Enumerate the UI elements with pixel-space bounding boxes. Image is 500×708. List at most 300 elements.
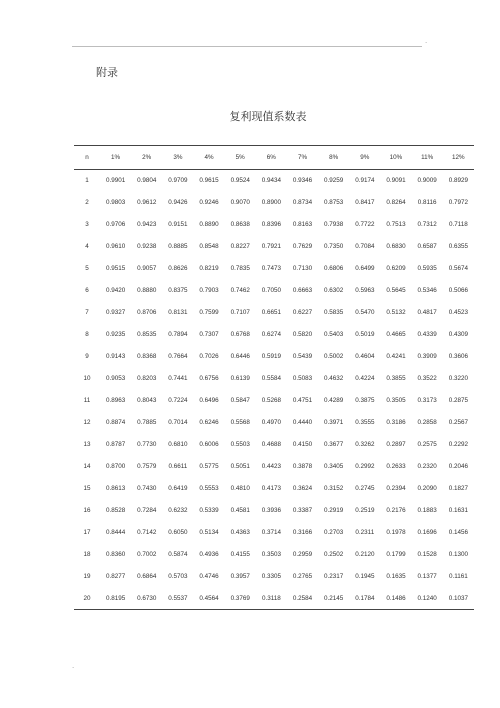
table-row [74,412,474,434]
factor-cell: 0.2858 [417,419,437,426]
factor-cell: 0.4289 [324,397,344,404]
factor-cell: 0.8613 [105,485,126,492]
factor-cell: 0.5403 [324,331,344,338]
period-cell: 12 [83,419,91,426]
factor-cell: 0.8787 [105,441,126,448]
factor-cell: 0.2519 [355,507,375,514]
footer-mark: . [72,662,75,670]
factor-cell: 0.3855 [386,375,406,382]
column-header-rate: 3% [173,154,183,161]
factor-cell: 0.7629 [292,243,313,250]
factor-cell: 0.5775 [199,463,219,470]
period-cell: 4 [85,243,89,250]
factor-cell: 0.3166 [292,529,313,536]
period-cell: 3 [85,221,89,228]
factor-cell: 0.3522 [417,375,437,382]
factor-cell: 0.7107 [230,309,250,316]
factor-cell: 0.8706 [137,309,157,316]
table-row [74,522,474,544]
factor-cell: 0.6006 [199,441,219,448]
column-header-rate: 1% [111,154,121,161]
factor-cell: 0.1161 [448,573,468,580]
factor-cell: 0.5339 [199,507,219,514]
factor-cell: 0.5470 [355,309,375,316]
period-cell: 15 [83,485,91,492]
factor-cell: 0.3220 [448,375,468,382]
factor-cell: 0.6663 [292,287,313,294]
factor-cell: 0.7142 [137,529,157,536]
factor-cell: 0.7002 [137,551,157,558]
factor-cell: 0.3305 [261,573,281,580]
factor-cell: 0.5935 [417,265,437,272]
factor-cell: 0.3505 [386,397,406,404]
section-label: 附录 [96,66,118,79]
factor-cell: 0.3714 [261,529,281,536]
factor-cell: 0.6830 [386,243,406,250]
table-row [74,324,474,346]
factor-cell: 0.6611 [168,463,188,470]
table-row [74,478,474,500]
factor-cell: 0.5703 [168,573,188,580]
column-header-rate: 6% [266,154,276,161]
table-row [74,170,474,192]
table-title: 复利现值系数表 [229,110,307,123]
factor-cell: 0.4817 [417,309,437,316]
factor-cell: 0.9174 [355,177,375,185]
factor-cell: 0.9143 [105,353,126,360]
column-header-rate: 12% [452,154,465,161]
factor-cell: 0.9151 [168,221,188,228]
factor-cell: 0.5002 [324,353,344,360]
factor-cell: 0.2703 [324,529,344,536]
factor-cell: 0.6730 [137,594,157,602]
factor-cell: 0.5963 [355,287,375,294]
period-cell: 6 [85,287,89,294]
factor-cell: 0.4440 [292,419,313,426]
table-body [74,170,474,610]
column-header-rate: 9% [360,154,370,161]
period-cell: 10 [83,375,91,382]
factor-cell: 0.4746 [199,573,219,580]
factor-cell: 0.2502 [324,551,344,558]
factor-cell: 0.1978 [386,529,406,536]
factor-cell: 0.4155 [230,551,250,558]
factor-cell: 0.7118 [448,221,468,228]
factor-cell: 0.8043 [137,397,157,404]
factor-cell: 0.7972 [448,199,468,206]
column-header-rate: 5% [235,154,245,161]
factor-cell: 0.9053 [105,375,126,382]
factor-cell: 0.9057 [137,265,157,272]
table-row [74,544,474,566]
factor-cell: 0.2919 [324,507,344,514]
factor-cell: 0.4751 [292,397,313,404]
factor-cell: 0.2992 [355,463,375,470]
factor-cell: 0.6651 [261,309,281,316]
factor-cell: 0.8396 [261,221,281,228]
factor-cell: 0.5066 [448,287,468,294]
factor-cell: 0.2959 [292,551,313,558]
factor-cell: 0.7921 [261,243,281,250]
factor-cell: 0.3503 [261,551,281,558]
factor-cell: 0.8885 [168,243,188,250]
factor-cell: 0.7938 [324,221,344,228]
factor-cell: 0.4936 [199,551,219,558]
factor-cell: 0.7084 [355,243,375,250]
factor-cell: 0.6587 [417,243,437,250]
period-cell: 19 [83,573,91,580]
factor-cell: 0.8375 [168,287,188,294]
factor-cell: 0.3624 [292,485,313,492]
factor-cell: 0.8638 [230,221,250,228]
factor-cell: 0.9434 [261,177,281,185]
factor-cell: 0.7050 [261,287,281,294]
table-header-row [74,146,474,170]
factor-cell: 0.5132 [386,309,406,316]
column-header-rate: 4% [204,154,214,161]
factor-cell: 0.6419 [168,485,188,492]
header-rule [72,46,422,47]
factor-cell: 0.8368 [137,353,157,360]
period-cell: 11 [83,397,91,404]
factor-cell: 0.4564 [199,594,219,602]
factor-cell: 0.8360 [105,551,126,558]
period-cell: 5 [85,265,89,272]
factor-cell: 0.8548 [199,243,219,250]
header-mark: . [425,37,428,45]
factor-cell: 0.7513 [386,221,406,228]
table-row [74,236,474,258]
factor-cell: 0.7014 [168,419,188,426]
factor-cell: 0.9238 [137,243,157,250]
factor-cell: 0.5503 [230,441,250,448]
factor-cell: 0.8929 [448,177,468,185]
factor-cell: 0.5674 [448,265,468,272]
table-row [74,280,474,302]
factor-cell: 0.7307 [199,331,219,338]
factor-cell: 0.3971 [324,419,344,426]
factor-cell: 0.6810 [168,441,188,448]
factor-cell: 0.6756 [199,375,219,382]
factor-cell: 0.2292 [448,441,468,448]
factor-cell: 0.5568 [230,419,250,426]
factor-cell: 0.7462 [230,287,250,294]
factor-cell: 0.6768 [230,331,250,338]
factor-cell: 0.6864 [137,573,157,580]
factor-cell: 0.2046 [448,463,468,470]
factor-cell: 0.5019 [355,331,375,338]
column-header-rate: 2% [142,154,152,161]
factor-cell: 0.8963 [105,397,126,404]
factor-cell: 0.8880 [137,287,157,294]
factor-cell: 0.3957 [230,573,250,580]
factor-cell: 0.8195 [105,594,126,602]
factor-cell: 0.9091 [386,177,406,185]
table-row [74,368,474,390]
factor-cell: 0.5051 [230,463,250,470]
factor-cell: 0.9515 [105,265,126,272]
factor-cell: 0.3878 [292,463,313,470]
factor-cell: 0.4241 [386,353,406,360]
column-header-rate: 10% [389,154,403,161]
factor-cell: 0.7430 [137,485,157,492]
factor-cell: 0.3875 [355,397,375,404]
factor-cell: 0.5645 [386,287,406,294]
factor-cell: 0.3118 [261,594,281,602]
factor-cell: 0.8700 [105,463,126,470]
column-header-rate: 11% [421,154,434,161]
factor-cell: 0.3936 [261,507,281,514]
factor-cell: 0.9803 [105,199,126,206]
factor-cell: 0.8626 [168,265,188,272]
factor-cell: 0.8131 [168,309,188,316]
table-row [74,500,474,522]
column-header-rate: 7% [297,154,308,161]
factor-cell: 0.9426 [168,199,188,206]
factor-cell: 0.4665 [386,331,406,338]
factor-cell: 0.2320 [417,463,437,470]
factor-cell: 0.9070 [230,199,250,206]
factor-cell: 0.7026 [199,353,219,360]
factor-cell: 0.4688 [261,441,281,448]
factor-cell: 0.9009 [417,177,437,185]
period-cell: 9 [85,353,89,360]
factor-cell: 0.4363 [230,529,250,536]
factor-cell: 0.5134 [199,529,219,536]
factor-cell: 0.6274 [261,331,281,338]
factor-cell: 0.3769 [230,594,250,602]
factor-cell: 0.8227 [230,243,250,250]
factor-cell: 0.2311 [355,529,375,536]
factor-cell: 0.1300 [448,551,468,558]
factor-cell: 0.2633 [386,463,406,470]
period-cell: 7 [85,309,89,316]
factor-cell: 0.4970 [261,419,281,426]
factor-cell: 0.2120 [355,551,375,558]
factor-cell: 0.1456 [448,529,468,536]
factor-cell: 0.5584 [261,375,281,382]
factor-cell: 0.1037 [448,594,468,602]
factor-cell: 0.9420 [105,287,126,294]
factor-cell: 0.8444 [105,529,126,536]
factor-cell: 0.7730 [137,441,157,448]
factor-cell: 0.6232 [168,507,188,514]
factor-cell: 0.8277 [105,573,126,580]
factor-cell: 0.4632 [324,375,344,382]
factor-cell: 0.1784 [355,594,375,602]
factor-cell: 0.3173 [417,397,437,404]
factor-cell: 0.2745 [355,485,375,492]
factor-cell: 0.6499 [355,265,375,272]
factor-cell: 0.4423 [261,463,281,470]
factor-cell: 0.5874 [168,551,188,558]
factor-cell: 0.9615 [199,177,219,185]
factor-cell: 0.5083 [292,375,313,382]
factor-cell: 0.7903 [199,287,219,294]
period-cell: 18 [83,551,91,558]
factor-cell: 0.5439 [292,353,313,360]
factor-cell: 0.5847 [230,397,250,404]
factor-cell: 0.3262 [355,441,375,448]
factor-cell: 0.4224 [355,375,375,382]
factor-cell: 0.4339 [417,331,437,338]
factor-cell: 0.6139 [230,375,250,382]
factor-cell: 0.1945 [355,573,375,580]
factor-cell: 0.9709 [168,177,188,185]
table-row [74,258,474,280]
factor-cell: 0.7284 [137,507,157,514]
factor-cell: 0.8219 [199,265,219,272]
factor-cell: 0.2875 [448,397,468,404]
factor-cell: 0.7130 [292,265,313,272]
factor-cell: 0.7473 [261,265,281,272]
factor-cell: 0.8535 [137,331,157,338]
factor-cell: 0.2567 [448,419,468,426]
factor-cell: 0.7224 [168,397,188,404]
factor-cell: 0.1799 [386,551,406,558]
factor-cell: 0.1528 [417,551,437,558]
factor-cell: 0.6050 [168,529,188,536]
column-header-rate: 8% [329,154,339,161]
factor-cell: 0.6355 [448,243,468,250]
factor-cell: 0.1635 [386,573,406,580]
factor-cell: 0.7312 [417,221,437,228]
table-row [74,346,474,368]
factor-cell: 0.1486 [386,594,406,602]
table-container [74,145,474,610]
factor-cell: 0.8417 [355,199,375,206]
factor-cell: 0.9804 [137,177,157,185]
factor-cell: 0.2145 [324,594,344,602]
factor-cell: 0.9610 [105,243,126,250]
factor-cell: 0.1696 [417,529,437,536]
factor-cell: 0.7722 [355,221,375,228]
factor-cell: 0.2765 [292,573,313,580]
period-cell: 20 [83,594,91,602]
factor-cell: 0.9423 [137,221,157,228]
table-row [74,434,474,456]
factor-cell: 0.5835 [324,309,344,316]
period-cell: 13 [83,441,91,448]
factor-cell: 0.2317 [324,573,344,580]
period-cell: 1 [85,177,89,185]
factor-cell: 0.2575 [417,441,437,448]
factor-cell: 0.3387 [292,507,313,514]
factor-cell: 0.3909 [417,353,437,360]
factor-cell: 0.8264 [386,199,406,206]
factor-cell: 0.4604 [355,353,375,360]
period-cell: 16 [83,507,91,514]
factor-cell: 0.4150 [292,441,313,448]
factor-cell: 0.7835 [230,265,250,272]
factor-cell: 0.2394 [386,485,406,492]
factor-cell: 0.6806 [324,265,344,272]
factor-cell: 0.9612 [137,199,157,206]
factor-cell: 0.2897 [386,441,406,448]
factor-cell: 0.5346 [417,287,437,294]
factor-cell: 0.9346 [292,177,313,185]
factor-cell: 0.9327 [105,309,126,316]
table-row [74,302,474,324]
factor-cell: 0.4581 [230,507,250,514]
factor-cell: 0.2584 [292,594,313,602]
factor-cell: 0.8163 [292,221,313,228]
factor-cell: 0.9901 [105,177,126,185]
factor-cell: 0.9706 [105,221,126,228]
factor-cell: 0.3555 [355,419,375,426]
table-row [74,390,474,412]
period-cell: 17 [83,529,91,536]
factor-cell: 0.6496 [199,397,219,404]
factor-cell: 0.3677 [324,441,344,448]
factor-cell: 0.1631 [448,507,468,514]
period-cell: 14 [83,463,91,470]
factor-cell: 0.3405 [324,463,344,470]
column-header-n: n [85,154,89,161]
factor-cell: 0.7599 [199,309,219,316]
factor-cell: 0.9259 [324,177,344,185]
factor-cell: 0.7894 [168,331,188,338]
factor-cell: 0.4173 [261,485,281,492]
factor-cell: 0.1377 [417,573,437,580]
factor-cell: 0.2090 [417,485,437,492]
factor-cell: 0.5537 [168,594,188,602]
factor-cell: 0.6209 [386,265,406,272]
factor-cell: 0.7664 [168,353,188,360]
factor-cell: 0.7441 [168,375,188,382]
factor-cell: 0.8753 [324,199,344,206]
factor-cell: 0.7350 [324,243,344,250]
table-row [74,588,474,610]
factor-cell: 0.3186 [386,419,406,426]
factor-cell: 0.8890 [199,221,219,228]
factor-cell: 0.5919 [261,353,281,360]
factor-cell: 0.4523 [448,309,468,316]
factor-cell: 0.9246 [199,199,219,206]
factor-cell: 0.7579 [137,463,157,470]
factor-cell: 0.8900 [261,199,281,206]
factor-cell: 0.3606 [448,353,468,360]
table-row [74,566,474,588]
table-row [74,456,474,478]
factor-cell: 0.4309 [448,331,468,338]
factor-cell: 0.1883 [417,507,437,514]
period-cell: 2 [85,199,89,206]
factor-cell: 0.4810 [230,485,250,492]
factor-cell: 0.5820 [292,331,313,338]
factor-cell: 0.8528 [105,507,126,514]
factor-cell: 0.1827 [448,485,468,492]
factor-cell: 0.1240 [417,594,437,602]
period-cell: 8 [85,331,89,338]
factor-cell: 0.8734 [292,199,313,206]
factor-cell: 0.6227 [292,309,313,316]
present-value-table [74,145,474,610]
factor-cell: 0.5553 [199,485,219,492]
factor-cell: 0.8874 [105,419,126,426]
factor-cell: 0.6302 [324,287,344,294]
table-row [74,192,474,214]
factor-cell: 0.5268 [261,397,281,404]
factor-cell: 0.8203 [137,375,157,382]
factor-cell: 0.8116 [417,199,437,206]
factor-cell: 0.3152 [324,485,344,492]
factor-cell: 0.9524 [230,177,250,185]
factor-cell: 0.6246 [199,419,219,426]
factor-cell: 0.7885 [137,419,157,426]
factor-cell: 0.6446 [230,353,250,360]
table-row [74,214,474,236]
